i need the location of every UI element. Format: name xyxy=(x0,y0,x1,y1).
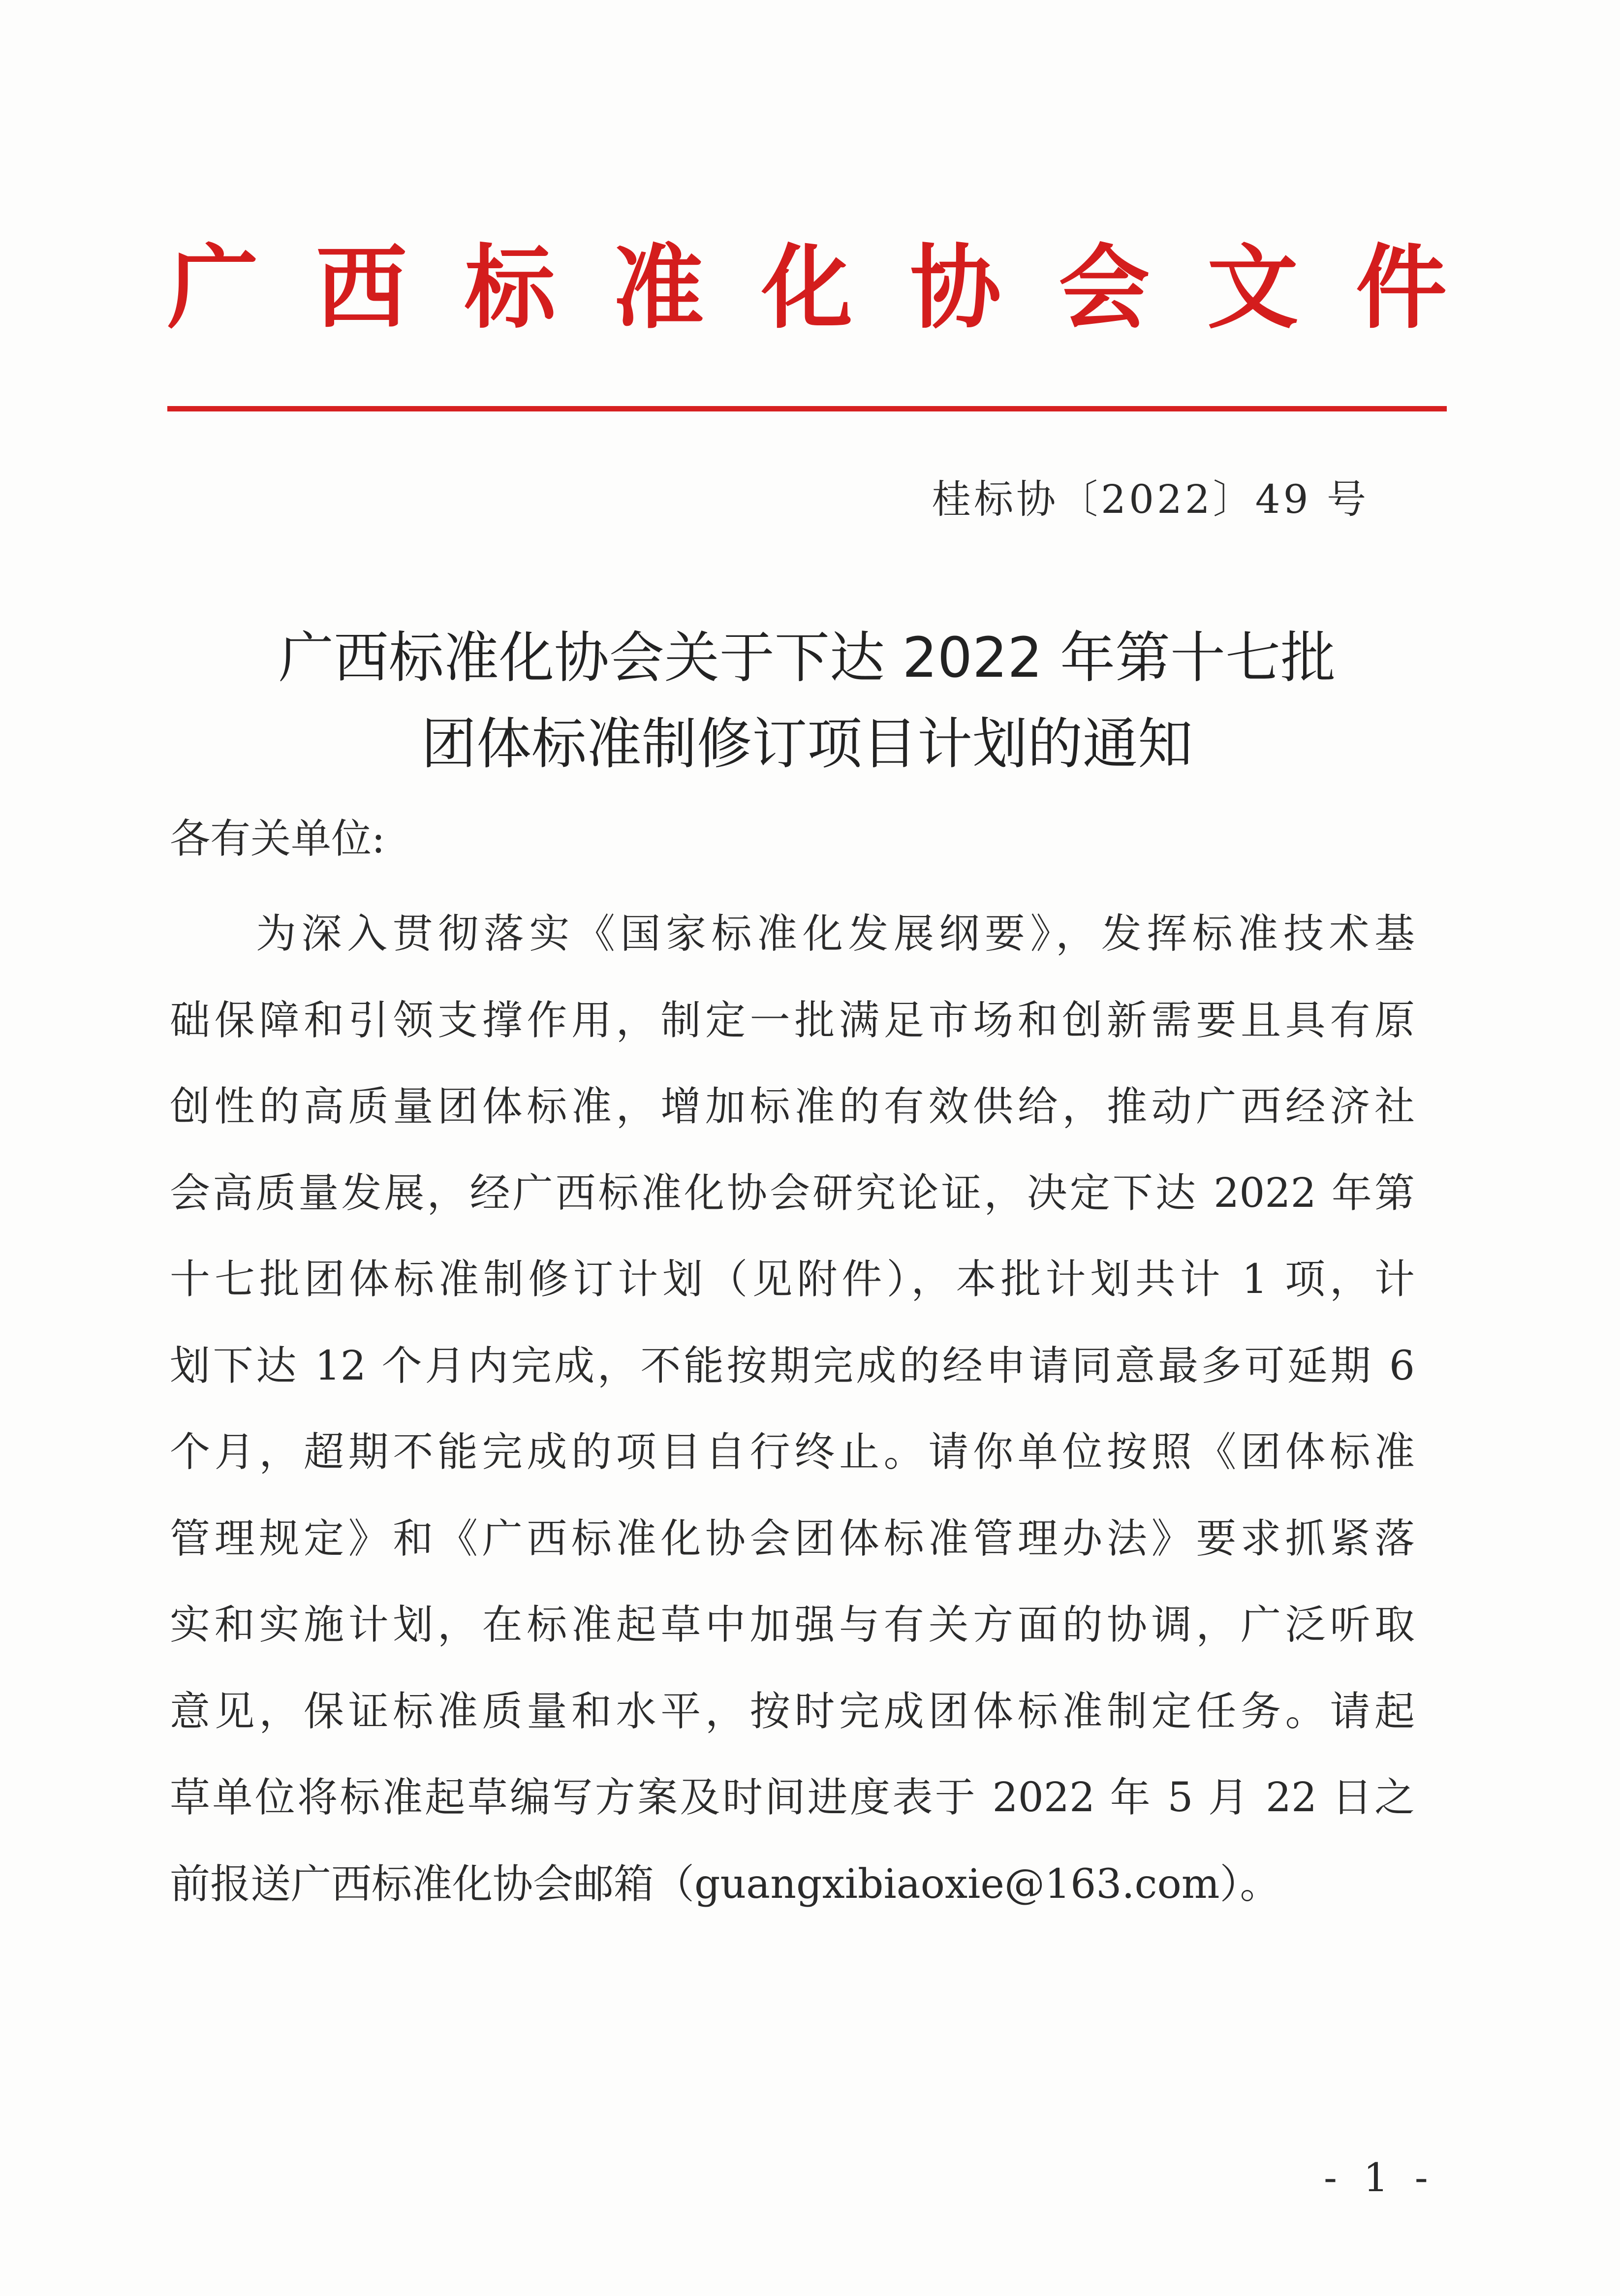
header-char: 协 xyxy=(910,234,1001,341)
header-char: 化 xyxy=(761,234,853,341)
body-line: 十七批团体标准制修订计划（见附件），本批计划共计 1 项，计 xyxy=(170,1256,1415,1303)
header-divider xyxy=(167,406,1447,411)
body-line: 实和实施计划，在标准起草中加强与有关方面的协调，广泛听取 xyxy=(170,1602,1415,1648)
body-line: 管理规定》和《广西标准化协会团体标准管理办法》要求抓紧落 xyxy=(170,1515,1415,1562)
body-line: 草单位将标准起草编写方案及时间进度表于 2022 年 5 月 22 日之 xyxy=(170,1774,1415,1821)
salutation: 各有关单位: xyxy=(170,816,385,862)
header-char: 会 xyxy=(1059,234,1150,341)
issuing-org-header xyxy=(167,231,1447,345)
header-char: 文 xyxy=(1207,234,1299,341)
header-char: 准 xyxy=(613,234,704,341)
page-number: - 1 - xyxy=(1324,2155,1435,2201)
document-number: 桂标协〔2022〕49 号 xyxy=(932,476,1369,522)
body-paragraph xyxy=(170,891,1415,1927)
header-char: 西 xyxy=(315,234,407,341)
header-char: 标 xyxy=(464,234,556,341)
body-line: 前报送广西标准化协会邮箱（guangxibiaoxie@163.com）。 xyxy=(170,1860,1280,1908)
notice-title-line: 团体标准制修订项目计划的通知 xyxy=(421,712,1193,776)
body-line: 会高质量发展，经广西标准化协会研究论证，决定下达 2022 年第 xyxy=(170,1169,1415,1217)
notice-title xyxy=(167,615,1447,787)
body-line: 创性的高质量团体标准，增加标准的有效供给，推动广西经济社 xyxy=(170,1083,1415,1130)
header-char: 广 xyxy=(167,234,258,341)
notice-title-line: 广西标准化协会关于下达 2022 年第十七批 xyxy=(278,626,1336,690)
body-line: 意见，保证标准质量和水平，按时完成团体标准制定任务。请起 xyxy=(170,1688,1415,1735)
header-char: 件 xyxy=(1356,234,1447,341)
body-line: 划下达 12 个月内完成，不能按期完成的经申请同意最多可延期 6 xyxy=(170,1342,1415,1389)
body-line: 为深入贯彻落实《国家标准化发展纲要》，发挥标准技术基 xyxy=(256,911,1415,957)
body-line: 个月，超期不能完成的项目自行终止。请你单位按照《团体标准 xyxy=(170,1429,1415,1476)
body-line: 础保障和引领支撑作用，制定一批满足市场和创新需要且具有原 xyxy=(170,997,1415,1044)
